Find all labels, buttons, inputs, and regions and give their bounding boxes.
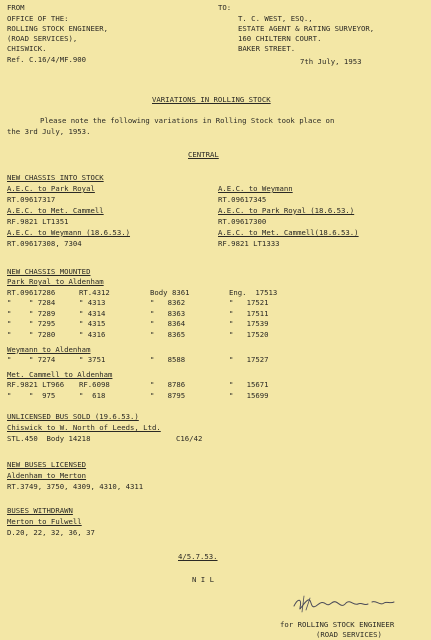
mounted-cell: Eng. 17513 (229, 287, 278, 297)
stock-right-line-1: A.E.C. to Weymann (218, 184, 293, 193)
from-line-4: CHISWICK. (7, 44, 47, 53)
nil-date: 4/5.7.53. (178, 552, 218, 561)
mounted-cell: RT.09617286 (7, 287, 56, 297)
mounted-cell: " 17521 (229, 298, 269, 308)
reference: Ref. C.16/4/MF.900 (7, 55, 87, 64)
mounted-cell: " 17527 (229, 355, 269, 365)
mounted-cell: " 4316 (79, 330, 106, 339)
stock-left-line-6: RT.09617308, 7304 (7, 238, 82, 248)
mounted-cell: " 3751 (79, 355, 106, 365)
letter-date: 7th July, 1953 (300, 57, 362, 66)
handwritten-signature (290, 592, 400, 616)
document-title: VARIATIONS IN ROLLING STOCK (152, 95, 271, 104)
mounted-cell: " 4313 (79, 298, 106, 308)
stock-right-line-3: A.E.C. to Park Royal (18.6.53.) (218, 205, 355, 215)
mounted-cell: " 17520 (229, 330, 269, 339)
mounted-cell: " " 7274 (7, 355, 56, 365)
mounted-group-heading: Weymann to Aldenham (7, 344, 91, 354)
unlicensed-bus-route: Chiswick to W. North of Leeds, Ltd. (7, 423, 161, 432)
to-line-4: BAKER STREET. (238, 44, 296, 53)
mounted-cell: " 618 (79, 391, 106, 400)
to-line-3: 160 CHILTERN COURT. (238, 34, 322, 43)
mounted-cell: " 8786 (150, 380, 186, 390)
stock-right-line-4: RT.09617300 (218, 216, 267, 226)
division-heading: CENTRAL (188, 150, 219, 159)
mounted-cell: " 8365 (150, 330, 186, 339)
section-new-buses-licensed: NEW BUSES LICENSED (7, 460, 87, 469)
chassis-into-stock-left (7, 184, 130, 250)
licensed-buses: RT.3749, 3750, 4309, 4310, 4311 (7, 482, 144, 491)
intro-line-2: the 3rd July, 1953. (7, 127, 91, 136)
mounted-cell: " " 7289 (7, 308, 56, 318)
to-line-1: T. C. WEST, ESQ., (238, 14, 313, 23)
from-line-2: ROLLING STOCK ENGINEER, (7, 24, 109, 33)
mounted-cell: " 8362 (150, 298, 186, 308)
mounted-cell: " 15671 (229, 380, 269, 390)
stock-right-line-2: RT.09617345 (218, 194, 267, 204)
signature-line-2: (ROAD SERVICES) (316, 630, 382, 639)
stock-left-line-5: A.E.C. to Weymann (18.6.53.) (7, 227, 131, 237)
withdrawn-route: Merton to Fulwell (7, 517, 82, 526)
withdrawn-buses: D.20, 22, 32, 36, 37 (7, 528, 95, 537)
section-new-chassis-into-stock: NEW CHASSIS INTO STOCK (7, 173, 104, 182)
stock-left-line-2: RT.09617317 (7, 194, 56, 204)
mounted-group-heading: Met. Cammell to Aldenham (7, 369, 113, 379)
stock-left-line-3: A.E.C. to Met. Cammell (7, 205, 104, 215)
mounted-cell: " 4315 (79, 319, 106, 329)
nil-text: N I L (192, 575, 214, 584)
stock-right-line-6: RF.9821 LT1333 (218, 238, 280, 248)
stock-right-line-5: A.E.C. to Met. Cammell(18.6.53.) (218, 227, 359, 237)
mounted-cell: " 4314 (79, 308, 106, 318)
mounted-cell: " 8364 (150, 319, 186, 329)
intro-line-1: Please note the following variations in Rolling Stock took place on (40, 116, 335, 125)
mounted-cell: Body 8361 (150, 287, 190, 297)
licensed-route: Aldenham to Merton (7, 471, 87, 480)
section-buses-withdrawn: BUSES WITHDRAWN (7, 506, 73, 515)
stock-left-line-1: A.E.C. to Park Royal (7, 184, 95, 193)
mounted-cell: " " 7280 (7, 330, 56, 339)
mounted-cell: " " 7284 (7, 298, 56, 308)
mounted-cell: " " 7295 (7, 319, 56, 329)
mounted-cell: RF.9821 LT966 (7, 380, 65, 390)
stock-left-line-4: RF.9821 LT1351 (7, 216, 69, 226)
mounted-cell: " 15699 (229, 391, 269, 400)
unlicensed-bus-code: C16/42 (176, 434, 203, 443)
section-unlicensed-bus-sold: UNLICENSED BUS SOLD (19.6.53.) (7, 412, 139, 421)
to-label: TO: (218, 3, 232, 12)
to-line-2: ESTATE AGENT & RATING SURVEYOR, (238, 24, 375, 33)
mounted-group-heading: Park Royal to Aldenham (7, 277, 104, 286)
mounted-cell: " 8588 (150, 355, 186, 365)
mounted-cell: " " 975 (7, 391, 56, 400)
from-label: FROM (7, 3, 25, 12)
mounted-cell: " 8363 (150, 308, 186, 318)
mounted-cell: RF.6098 (79, 380, 110, 390)
mounted-cell: RT.4312 (79, 287, 110, 297)
unlicensed-bus-detail: STL.450 Body 14218 (7, 434, 91, 443)
from-line-3: (ROAD SERVICES), (7, 34, 78, 43)
section-new-chassis-mounted: NEW CHASSIS MOUNTED (7, 267, 91, 276)
chassis-into-stock-right (218, 184, 359, 250)
from-line-1: OFFICE OF THE: (7, 14, 69, 23)
signature-line-1: for ROLLING STOCK ENGINEER (280, 620, 395, 629)
mounted-cell: " 17511 (229, 308, 269, 318)
mounted-cell: " 8795 (150, 391, 186, 400)
mounted-cell: " 17539 (229, 319, 269, 329)
